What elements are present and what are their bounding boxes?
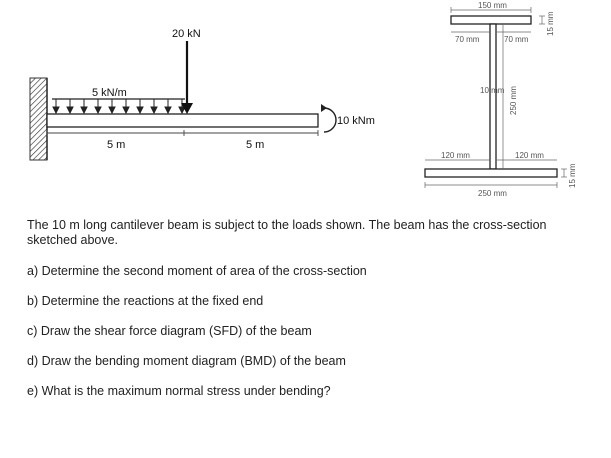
point-load-label: 20 kN: [172, 28, 201, 40]
top-overhang-right-label: 70 mm: [504, 35, 529, 44]
beam-body: [47, 114, 318, 127]
top-flange: [451, 16, 531, 24]
web-height-label: 250 mm: [509, 86, 518, 115]
figure: [0, 0, 611, 200]
span-right-label: 5 m: [246, 139, 265, 151]
question-b: b) Determine the reactions at the fixed end: [27, 294, 264, 308]
web: [490, 24, 496, 169]
bottom-flange: [425, 169, 557, 177]
span-left-label: 5 m: [107, 139, 126, 151]
point-load-arrow: [181, 41, 193, 114]
span-dimension: [47, 130, 318, 136]
top-flange-thickness-label: 15 mm: [546, 11, 555, 36]
top-overhang-left-label: 70 mm: [455, 35, 480, 44]
web-thickness-label: 10 mm: [480, 86, 505, 95]
question-a: a) Determine the second moment of area of the cross-section: [27, 264, 367, 278]
question-e: e) What is the maximum normal stress under bending?: [27, 384, 331, 398]
moment-symbol: [321, 104, 336, 132]
bottom-flange-width-label: 250 mm: [478, 189, 507, 198]
question-d: d) Draw the bending moment diagram (BMD) of the beam: [27, 354, 346, 368]
moment-label: 10 kNm: [337, 115, 375, 127]
i-beam-section: [425, 1, 577, 198]
bottom-overhang-right-label: 120 mm: [515, 151, 544, 160]
cantilever-beam: [30, 28, 375, 160]
top-flange-width-label: 150 mm: [478, 1, 507, 10]
bottom-overhang-left-label: 120 mm: [441, 151, 470, 160]
problem-text: [27, 218, 597, 414]
bottom-flange-thickness-label: 15 mm: [568, 163, 577, 188]
udl-label: 5 kN/m: [92, 87, 127, 99]
udl-load: [52, 99, 185, 113]
problem-intro: The 10 m long cantilever beam is subject to the loads shown. The beam has the cross-section sketched above.: [27, 218, 547, 247]
fixed-support: [30, 78, 47, 160]
question-c: c) Draw the shear force diagram (SFD) of the beam: [27, 324, 312, 338]
